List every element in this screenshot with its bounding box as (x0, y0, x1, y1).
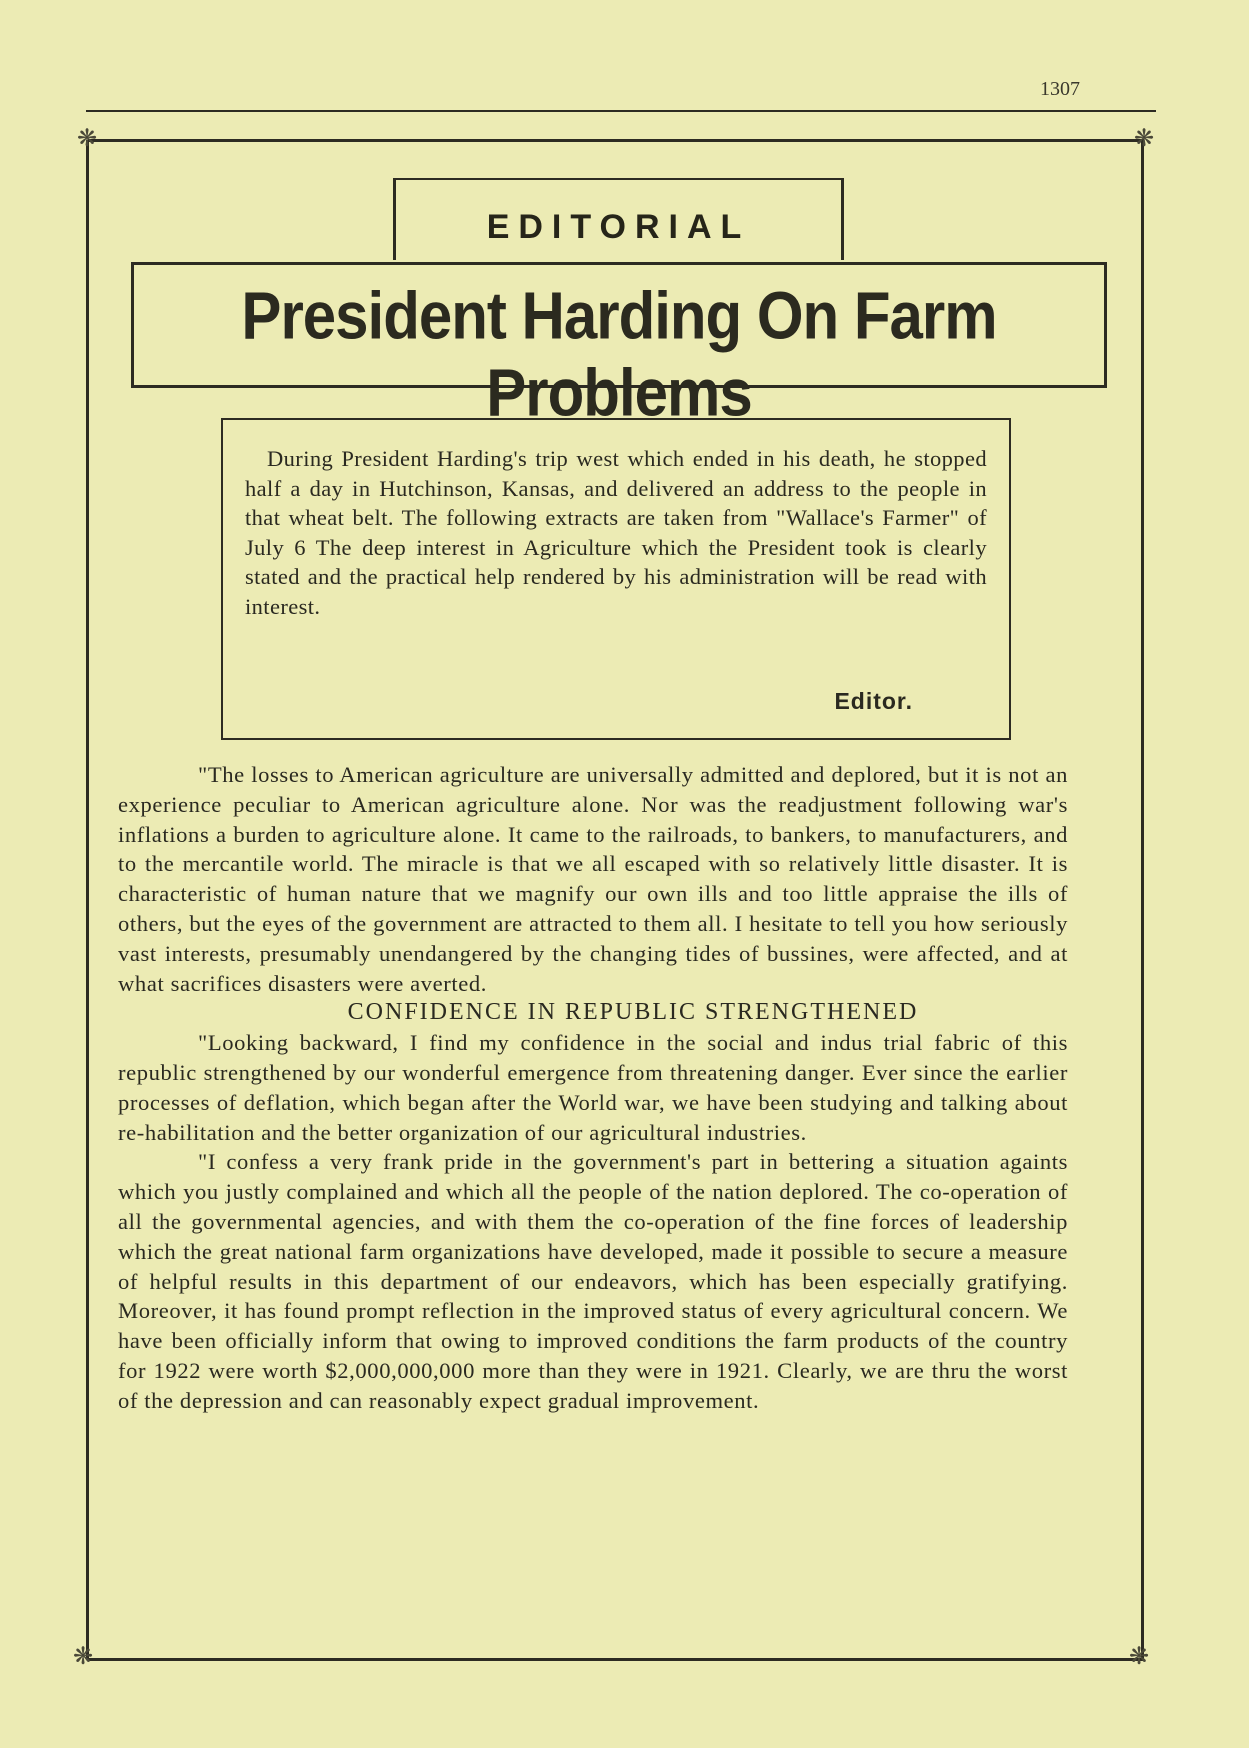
headline-box (131, 262, 1107, 431)
article-body (118, 760, 1068, 1416)
ornament-icon: ❋ (1128, 1644, 1150, 1670)
article-paragraph: "Looking backward, I find my confidence in the social and indus trial fabric of this republic strengthened by our wonderful emergence from threatening danger. Ever since the earlier processes of deflation, which began after the World war, we have been studying and talking about re-habilitation and the better organization of our agricultural industries. (118, 1030, 1068, 1145)
frame-left-border (86, 140, 89, 1660)
intro-box (221, 418, 1011, 740)
section-header-box (393, 178, 844, 260)
intro-text: During President Harding's trip west which ended in his death, he stopped half a day in Hutchinson, Kansas, and delivered an address to the people in that wheat belt. The following extracts are taken from "Wallace's Farmer" of July 6 The deep interest in Agriculture which the President took is clearly stated and the practical help rendered by his administration will be read with interest. (245, 446, 987, 619)
top-rule-thin (86, 110, 1156, 112)
ornament-icon: ❋ (76, 126, 98, 152)
frame-right-border (1141, 140, 1144, 1660)
top-rule-thick (88, 139, 1144, 142)
article-paragraph: "I confess a very frank pride in the government's part in bettering a situation againts which you justly complained and which all the people of the nation deplored. The co-operation of all the governmental agencies, and with them the co-operation of the fine forces of leadership which the great national farm organizations have developed, made it possible to secure a measure of helpful results in this department of our endeavors, which has been especially gratifying. Moreover, it has found prompt reflection in the improved status of every agricultural concern. We have been officially inform that owing to improved conditions the farm products of the country for 1922 were worth $2,000,000,000 more than they were in 1921. Clearly, we are thru the worst of the depression and can reasonably expect gradual improvement. (118, 1149, 1068, 1413)
ornament-icon: ❋ (72, 1644, 94, 1670)
article-paragraph: "The losses to American agriculture are universally admitted and deplored, but it is not an experience peculiar to American agriculture alone. Nor was the readjustment following war's inflations a burden to agriculture alone. It came to the railroads, to bankers, to manufacturers, and to the mercantile world. The miracle is that we all escaped with so relatively little disaster. It is characteristic of human nature that we magnify our own ills and too little appraise the ills of others, but the eyes of the government are attracted to them all. I hesitate to tell you how seriously vast interests, presumably unendangered by the changing tides of bussines, were affected, and at what sacrifices disasters were averted. (118, 762, 1068, 996)
ornament-icon: ❋ (1133, 126, 1155, 152)
article-subheading: CONFIDENCE IN REPUBLIC STRENGTHENED (347, 999, 919, 1026)
intro-signature: Editor. (834, 688, 913, 714)
bottom-rule (88, 1658, 1144, 1661)
headline: President Harding On Farm Problems (241, 277, 997, 431)
page-number: 1307 (1040, 78, 1080, 100)
section-label: EDITORIAL (486, 208, 751, 246)
